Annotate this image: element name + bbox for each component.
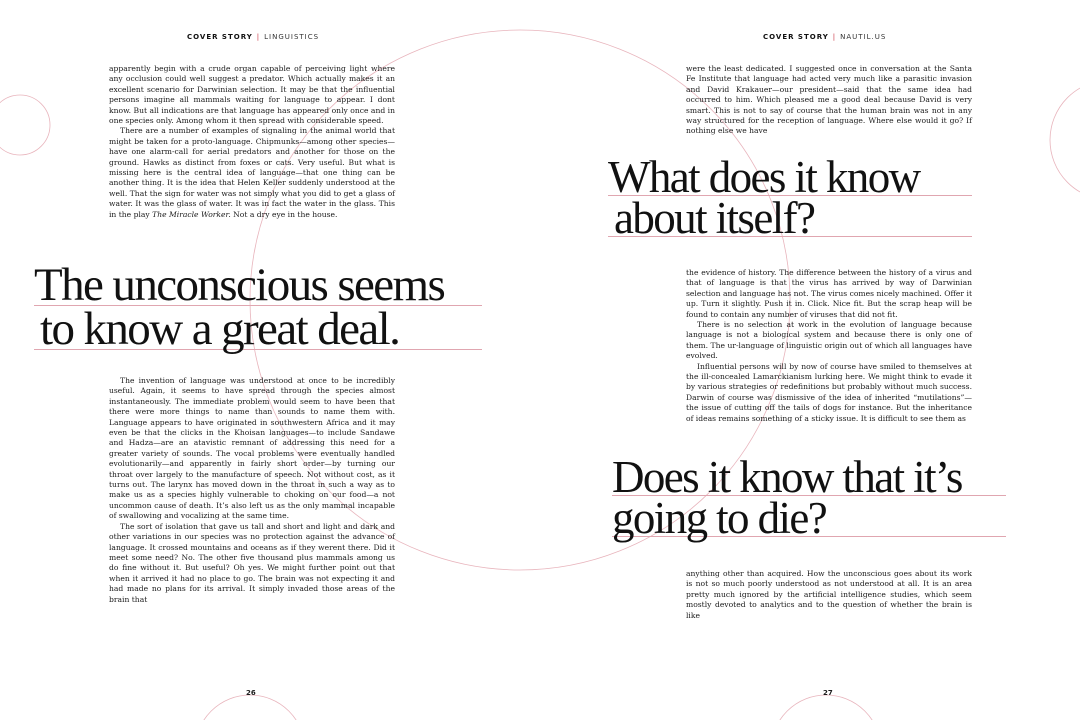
pull-quote-line: to know a great deal.: [34, 306, 482, 350]
header-separator: |: [256, 33, 261, 41]
pull-quote-line: The unconscious seems: [34, 262, 482, 306]
left-folio-circle: [195, 695, 305, 720]
running-header-right: [763, 33, 886, 41]
page-number-left: 26: [246, 689, 256, 697]
right-column-bottom: [686, 569, 972, 621]
pull-quote-line: What does it know: [608, 155, 972, 196]
paragraph: Influential persons will by now of course have smiled to themselves at the ill-concealed Lamarckianism lurking here. We might think to evade it by various strategies or redefinitions but probably without much success. Darwin of course was dismissive of the idea of inherited “mutilations”—the issue of cutting off the tails of dogs for instance. But the inheritance of ideas remains something of a sticky issue. It is difficult to see them as: [686, 361, 972, 423]
header-separator: |: [832, 33, 837, 41]
pull-quote-what-does-it-know: [608, 152, 972, 243]
pull-quote-line: about itself?: [608, 196, 972, 237]
page-number-right: 27: [823, 689, 833, 697]
play-title: The Miracle Worker.: [152, 209, 231, 219]
left-edge-circle: [0, 95, 50, 155]
right-folio-circle: [771, 695, 881, 720]
header-topic: LINGUISTICS: [264, 33, 320, 41]
pull-quote-line: Does it know that it’s: [612, 455, 1006, 496]
paragraph: the evidence of history. The difference between the history of a virus and that of language is that the virus has arrived by way of Darwinian selection and language has not. The virus comes nicely machined. Offer it up. Turn it slightly. Push it in. Click. Nice fit. But the scrap heap will be found to contain any number of viruses that did not fit.: [686, 268, 972, 319]
pull-quote-does-it-know: [612, 452, 1006, 543]
paragraph: The sort of isolation that gave us tall and short and light and dark and other variations in our species was no protection against the advance of language. It crossed mountains and oceans as if they werent there. Did it meet some need? No. The other five thousand plus mammals among us do fine without it. But useful? Oh yes. We might further point out that when it arrived it had no place to go. The brain was not expecting it and had made no plans for its arrival. It simply invaded those areas of the brain that: [109, 521, 395, 604]
header-section: COVER STORY: [187, 33, 253, 41]
left-column-top: [109, 64, 395, 220]
right-column-top: [686, 64, 972, 137]
paragraph: were the least dedicated. I suggested once in conversation at the Santa Fe Institute that language had acted very much like a parasitic invasion and David Krakauer—our president—said that the same idea had occurred to him. Which pleased me a good deal because David is very smart. This is not to say of course that the human brain was not in any way structured for the reception of language. Where else would it go? If nothing else we have: [686, 64, 972, 136]
pull-quote-unconscious: [34, 259, 482, 355]
paragraph: anything other than acquired. How the unconscious goes about its work is not so much poorly understood as not understood at all. It is an area pretty much ignored by the artificial intelligence studies, which seem mostly devoted to analytics and to the question of whether the brain is like: [686, 569, 972, 620]
paragraph: There is no selection at work in the evolution of language because language is not a biological system and because there is only one of them. The ur-language of linguistic origin out of which all languages have evolved.: [686, 320, 972, 361]
header-section: COVER STORY: [763, 33, 829, 41]
paragraph: The invention of language was understood at once to be incredibly useful. Again, it seems to have spread through the species almost instantaneously. The immediate problem would seem to have been that there were more things to name than sounds to name them with. Language appears to have originated in southwestern Africa and it may even be that the clicks in the Khoisan languages—to include Sandawe and Hadza—are an atavistic remnant of addressing this need for a greater variety of sounds. The vocal problems were eventually handled evolutionarily—and apparently in fairly short order—by turning our throat over largely to the manufacture of speech. Not without cost, as it turns out. The larynx has moved down in the throat in such a way as to make us as a species highly vulnerable to choking on our food—a not uncommon cause of death. It’s also left us as the only mammal incapable of swallowing and vocalizing at the same time.: [109, 376, 395, 521]
paragraph-text: There are a number of examples of signaling in the animal world that might be taken for a proto-language. Chipmunks—among other species—have one alarm-call for aerial predators and another for those on the ground. Hawks as distinct from foxes or cats. Very useful. But what is missing here is the central idea of language—that one thing can be another thing. It is the idea that Helen Keller suddenly understood at the well. That the sign for water was not simply what you did to get a glass of water. It was the glass of water. It was in fact the water in the glass. This in the play: [109, 126, 395, 219]
header-topic: NAUTIL.US: [840, 33, 887, 41]
right-column-middle: [686, 268, 972, 424]
paragraph-tail: Not a dry eye in the house.: [230, 209, 338, 219]
right-top-circle: [1050, 80, 1080, 200]
left-column-bottom: [109, 376, 395, 605]
running-header-left: [187, 33, 319, 41]
paragraph: [109, 126, 395, 220]
pull-quote-line: going to die?: [612, 496, 1006, 537]
paragraph: apparently begin with a crude organ capable of perceiving light where any occlusion could well suggest a predator. Which actually makes it an excellent scenario for Darwinian selection. It may be that the influential persons imagine all mammals waiting for language to appear. I dont know. But all indications are that language has appeared only once and in one species only. Among whom it then spread with considerable speed.: [109, 64, 395, 126]
